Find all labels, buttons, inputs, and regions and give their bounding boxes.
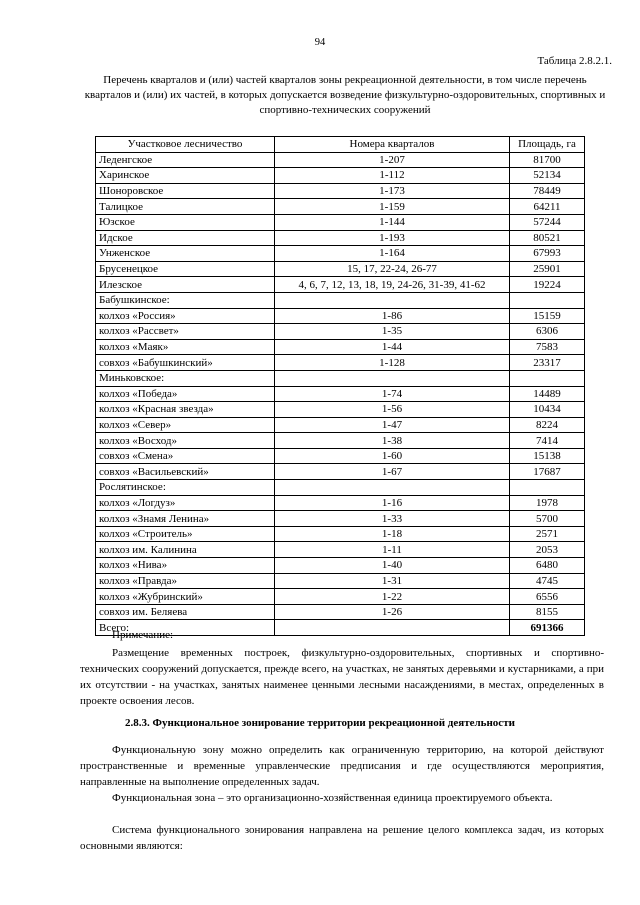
cell-quarters: 1-35 (275, 324, 510, 340)
table-row (96, 230, 585, 246)
cell-quarters: 1-22 (275, 589, 510, 605)
table-row (96, 292, 585, 308)
cell-forestry: Юзское (96, 214, 275, 230)
cell-forestry: колхоз «Маяк» (96, 339, 275, 355)
paragraph: Функциональную зону можно определить как ограниченную территорию, на которой действуют пространственные и временные управленческие предписания и где осуществляются мероприятия, направленные на выполнение определенных задач. (80, 744, 604, 788)
cell-quarters: 15, 17, 22-24, 26-77 (275, 261, 510, 277)
cell-area: 78449 (510, 183, 585, 199)
table-row (96, 402, 585, 418)
cell-forestry: колхоз «Восход» (96, 433, 275, 449)
cell-forestry: Талицкое (96, 199, 275, 215)
cell-area: 6306 (510, 324, 585, 340)
table-row (96, 417, 585, 433)
cell-forestry: колхоз «Север» (96, 417, 275, 433)
section-title: 2.8.3. Функциональное зонирование территории рекреационной деятельности (125, 717, 515, 729)
cell-area: 4745 (510, 573, 585, 589)
cell-quarters: 1-74 (275, 386, 510, 402)
table-row (96, 183, 585, 199)
cell-quarters: 1-193 (275, 230, 510, 246)
cell-forestry: Миньковское: (96, 370, 275, 386)
table-row (96, 526, 585, 542)
table-row (96, 511, 585, 527)
cell-area: 64211 (510, 199, 585, 215)
cell-forestry: колхоз «Логдуз» (96, 495, 275, 511)
cell-quarters: 1-60 (275, 448, 510, 464)
cell-forestry: Леденгское (96, 152, 275, 168)
cell-forestry: колхоз им. Калинина (96, 542, 275, 558)
cell-area (510, 292, 585, 308)
cell-forestry: колхоз «Нива» (96, 558, 275, 574)
cell-quarters: 1-40 (275, 558, 510, 574)
cell-forestry: колхоз «Россия» (96, 308, 275, 324)
cell-area: 14489 (510, 386, 585, 402)
cell-quarters: 1-38 (275, 433, 510, 449)
cell-quarters: 1-67 (275, 464, 510, 480)
cell-area (510, 370, 585, 386)
cell-area: 5700 (510, 511, 585, 527)
header-quarters: Номера кварталов (275, 137, 510, 153)
cell-forestry: колхоз «Рассвет» (96, 324, 275, 340)
table-row (96, 324, 585, 340)
cell-area (510, 480, 585, 496)
cell-area: 10434 (510, 402, 585, 418)
table-row (96, 604, 585, 620)
cell-quarters: 1-26 (275, 604, 510, 620)
table-row (96, 355, 585, 371)
table-label: Таблица 2.8.2.1. (537, 55, 612, 67)
cell-forestry: совхоз «Смена» (96, 448, 275, 464)
cell-quarters: 1-112 (275, 168, 510, 184)
table-row (96, 199, 585, 215)
table-caption: Перечень кварталов и (или) частей кварталов зоны рекреационной деятельности, в том числе перечень кварталов и (или) их частей, в которых допускается возведение физкультурно-оздоровительных, спортивных и спортивно-технических сооружений (84, 74, 606, 116)
table-row (96, 246, 585, 262)
table-row (96, 495, 585, 511)
table-row (96, 448, 585, 464)
table-row (96, 370, 585, 386)
cell-area: 7414 (510, 433, 585, 449)
cell-forestry: колхоз «Красная звезда» (96, 402, 275, 418)
cell-quarters: 1-207 (275, 152, 510, 168)
table-row (96, 558, 585, 574)
cell-quarters (275, 480, 510, 496)
cell-area: 17687 (510, 464, 585, 480)
header-forestry: Участковое лесничество (96, 137, 275, 153)
total-label: Всего: (96, 620, 275, 636)
cell-area: 1978 (510, 495, 585, 511)
cell-quarters: 1-47 (275, 417, 510, 433)
cell-quarters: 1-16 (275, 495, 510, 511)
table-row (96, 339, 585, 355)
table-row (96, 386, 585, 402)
cell-area: 81700 (510, 152, 585, 168)
cell-forestry: колхоз «Правда» (96, 573, 275, 589)
cell-forestry: колхоз «Жубринский» (96, 589, 275, 605)
note-text: Размещение временных построек, физкультурно-оздоровительных, спортивных и спортивно-технических сооружений допускается, прежде всего, на участках, не занятых деревьями и кустарниками, а при их отсутствии - на участках, занятых наименее ценными лесными насаждениями, в местах, определенных в проекте освоения лесов. (80, 647, 604, 707)
cell-quarters: 1-18 (275, 526, 510, 542)
table-row (96, 573, 585, 589)
cell-forestry: Илезское (96, 277, 275, 293)
table-row (96, 168, 585, 184)
cell-area: 2053 (510, 542, 585, 558)
cell-quarters: 1-128 (275, 355, 510, 371)
table-row (96, 542, 585, 558)
cell-forestry: Харинское (96, 168, 275, 184)
cell-area: 7583 (510, 339, 585, 355)
cell-quarters: 1-144 (275, 214, 510, 230)
cell-area: 15159 (510, 308, 585, 324)
cell-area: 6556 (510, 589, 585, 605)
table-row (96, 152, 585, 168)
paragraph: Система функционального зонирования направлена на решение целого комплекса задач, из которых основными являются: (80, 824, 604, 852)
table-row (96, 277, 585, 293)
cell-area: 8155 (510, 604, 585, 620)
cell-quarters: 1-159 (275, 199, 510, 215)
table-row (96, 464, 585, 480)
cell-area: 57244 (510, 214, 585, 230)
cell-area: 80521 (510, 230, 585, 246)
table-row (96, 214, 585, 230)
table-row (96, 589, 585, 605)
table-row (96, 433, 585, 449)
cell-quarters: 1-33 (275, 511, 510, 527)
total-empty (275, 620, 510, 636)
cell-area: 25901 (510, 261, 585, 277)
table-row (96, 261, 585, 277)
cell-quarters: 1-11 (275, 542, 510, 558)
cell-quarters: 1-31 (275, 573, 510, 589)
total-value: 691366 (510, 620, 585, 636)
table-row (96, 308, 585, 324)
table-header-row (96, 137, 585, 153)
cell-forestry: Брусенецкое (96, 261, 275, 277)
cell-quarters: 1-56 (275, 402, 510, 418)
cell-forestry: Идское (96, 230, 275, 246)
note-title: Примечание: (112, 629, 174, 641)
cell-area: 15138 (510, 448, 585, 464)
cell-quarters: 1-164 (275, 246, 510, 262)
cell-quarters: 4, 6, 7, 12, 13, 18, 19, 24-26, 31-39, 41-62 (275, 277, 510, 293)
cell-forestry: совхоз «Васильевский» (96, 464, 275, 480)
paragraph: Функциональная зона – это организационно-хозяйственная единица проектируемого объекта. (112, 792, 553, 804)
recreation-zone-table (95, 136, 585, 636)
cell-area: 23317 (510, 355, 585, 371)
page-number: 94 (314, 37, 326, 48)
cell-area: 19224 (510, 277, 585, 293)
cell-area: 6480 (510, 558, 585, 574)
cell-quarters (275, 370, 510, 386)
cell-forestry: колхоз «Победа» (96, 386, 275, 402)
cell-forestry: совхоз им. Беляева (96, 604, 275, 620)
cell-area: 8224 (510, 417, 585, 433)
cell-forestry: колхоз «Строитель» (96, 526, 275, 542)
cell-forestry: Шоноровское (96, 183, 275, 199)
header-area: Площадь, га (510, 137, 585, 153)
cell-forestry: совхоз «Бабушкинский» (96, 355, 275, 371)
cell-forestry: Унженское (96, 246, 275, 262)
table-row (96, 480, 585, 496)
cell-quarters: 1-44 (275, 339, 510, 355)
cell-area: 2571 (510, 526, 585, 542)
cell-quarters: 1-173 (275, 183, 510, 199)
cell-area: 52134 (510, 168, 585, 184)
cell-forestry: Рослятинское: (96, 480, 275, 496)
cell-quarters (275, 292, 510, 308)
cell-forestry: Бабушкинское: (96, 292, 275, 308)
cell-quarters: 1-86 (275, 308, 510, 324)
cell-forestry: колхоз «Знамя Ленина» (96, 511, 275, 527)
cell-area: 67993 (510, 246, 585, 262)
